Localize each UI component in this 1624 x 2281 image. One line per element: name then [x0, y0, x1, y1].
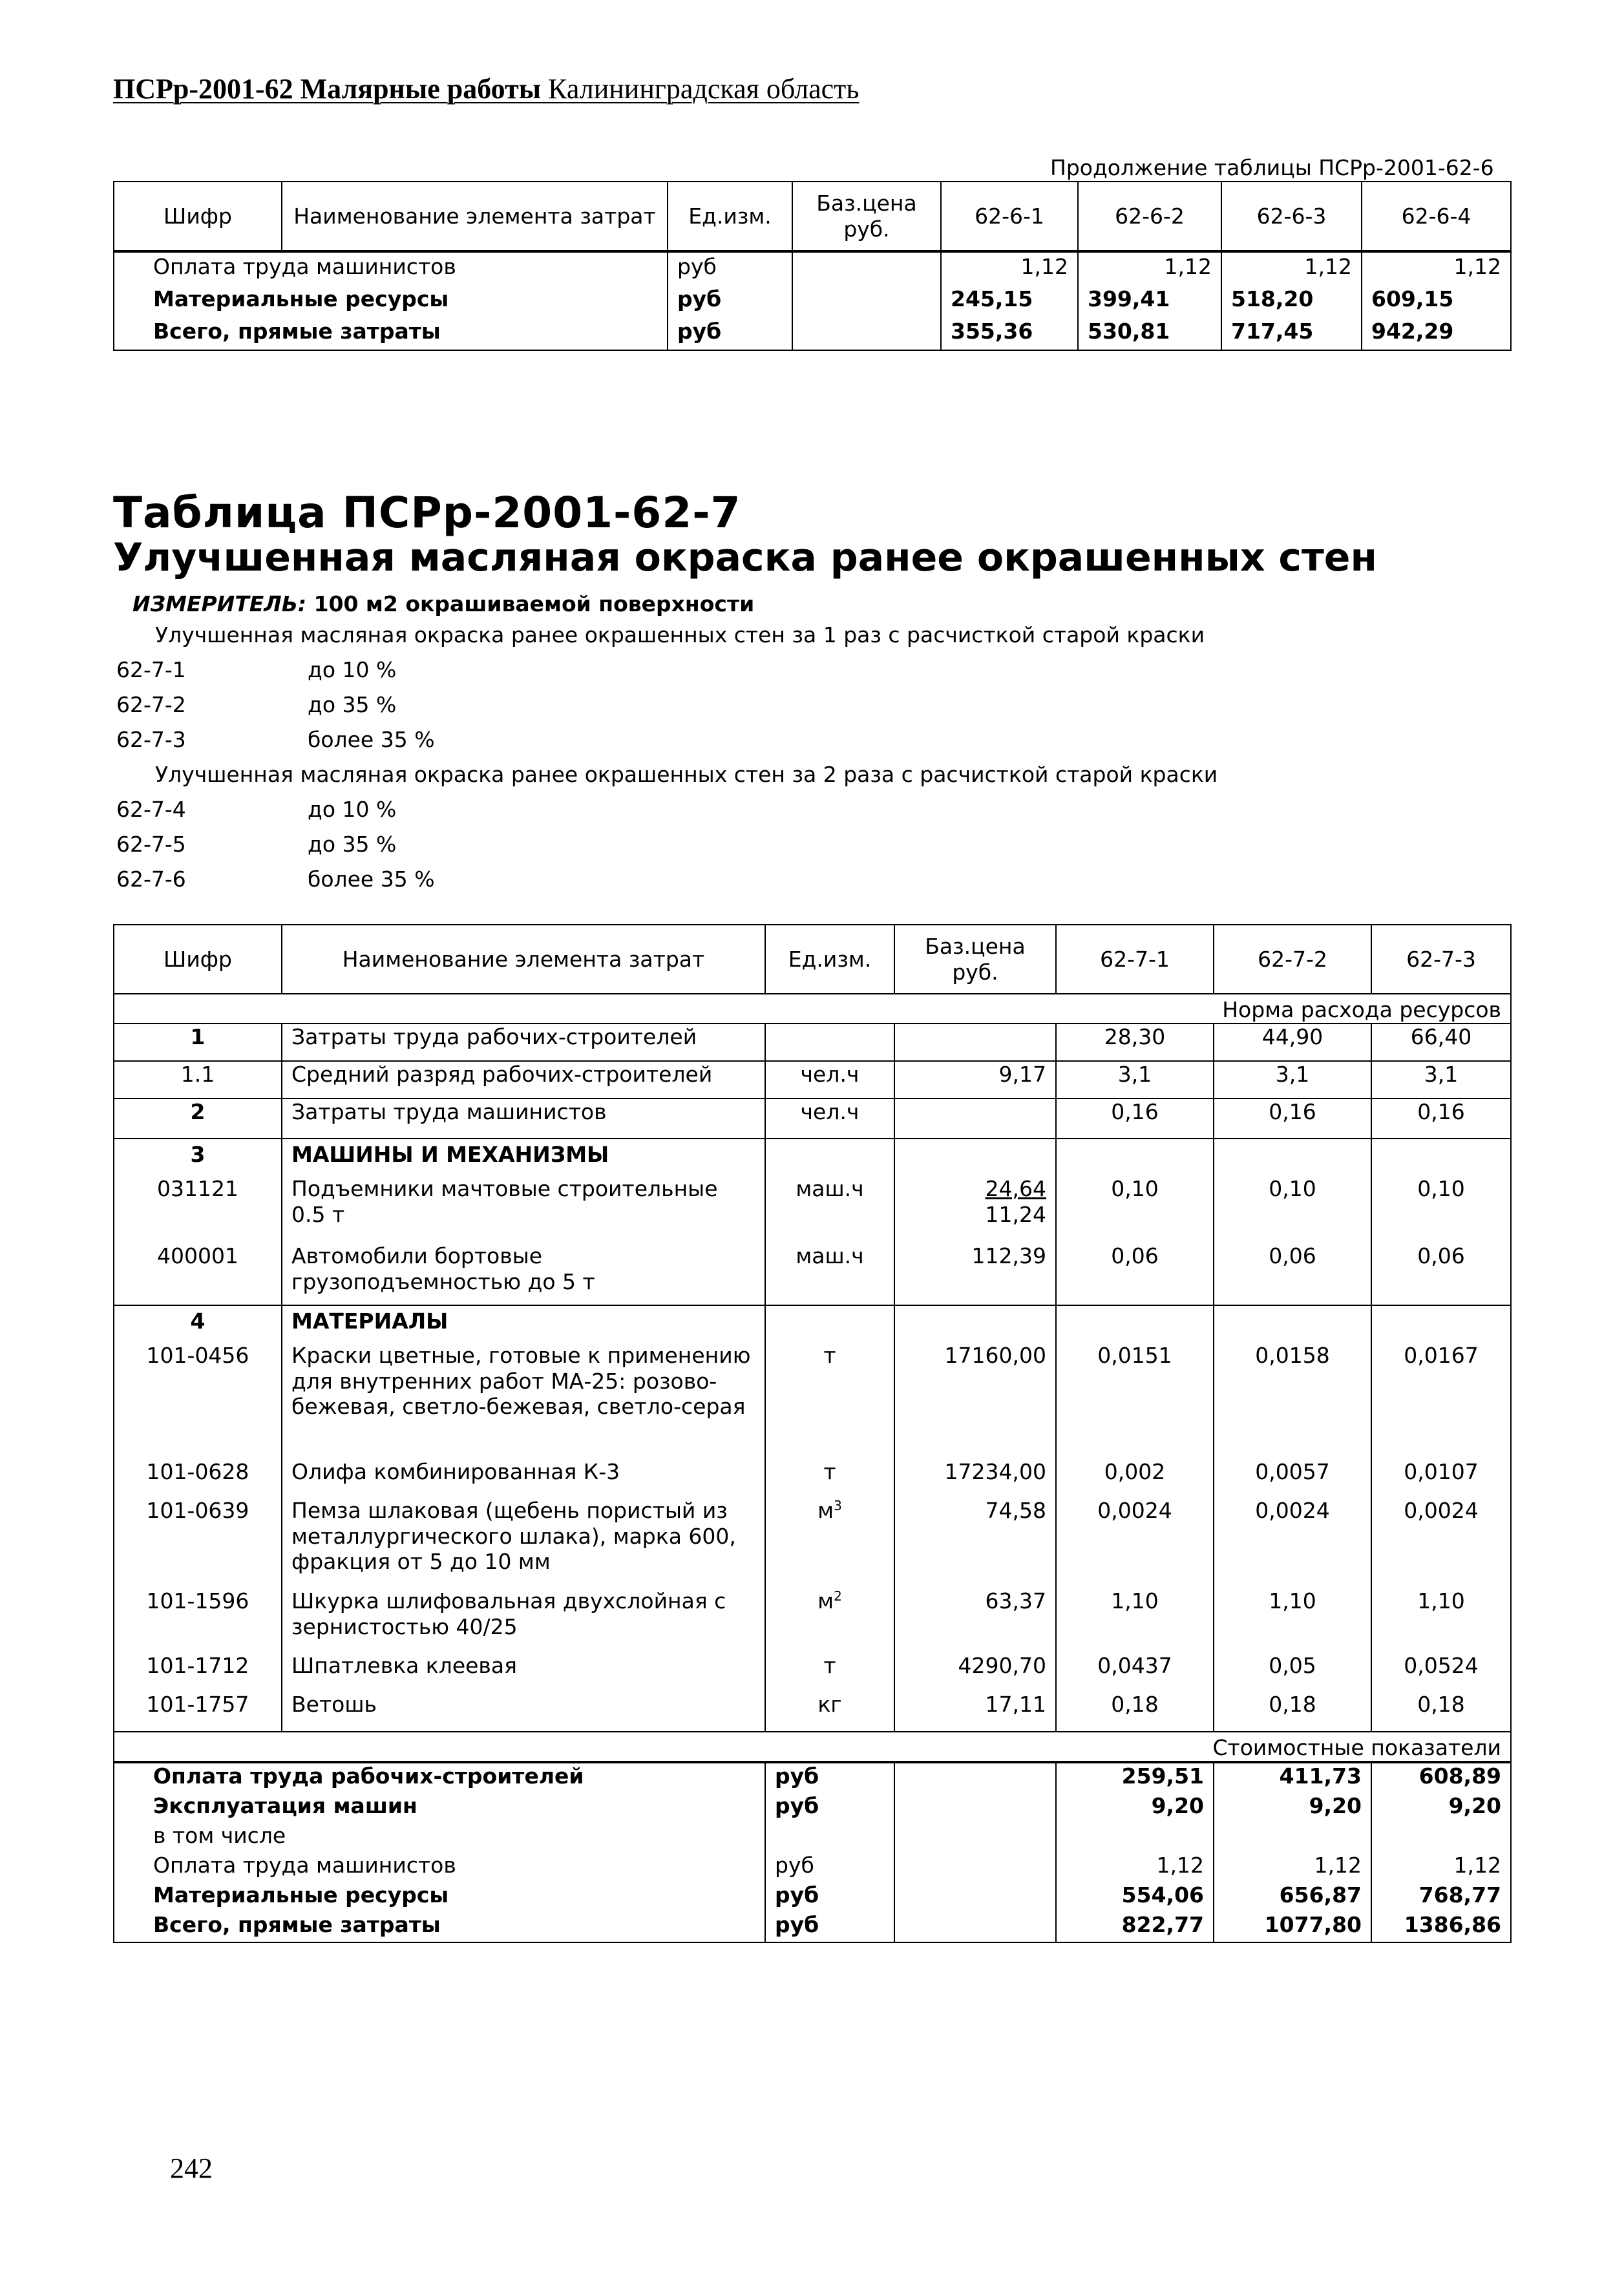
group1-value: более 35 %	[308, 727, 435, 752]
row-code: 101-0456	[114, 1343, 282, 1459]
row-value: 0,0151	[1056, 1343, 1214, 1459]
table1-cell: 942,29	[1362, 317, 1511, 350]
summary-unit: руб	[765, 1762, 894, 1793]
row-price	[894, 1024, 1056, 1061]
table-62-7	[113, 924, 1512, 1943]
row-value: 0,0024	[1371, 1498, 1511, 1588]
section-row	[114, 1305, 1511, 1343]
row-value: 0,0024	[1056, 1498, 1214, 1588]
table1-cell: 530,81	[1078, 317, 1221, 350]
table2-col-unit: Ед.изм.	[765, 925, 894, 994]
table-row	[114, 1024, 1511, 1061]
page-number: 242	[170, 2152, 213, 2184]
table2-col-price: Баз.цена руб.	[894, 925, 1056, 994]
row-unit	[765, 1588, 894, 1653]
row-name: Ветошь	[282, 1692, 765, 1732]
table1-row-name: Всего, прямые затраты	[114, 317, 668, 350]
table1-row	[114, 251, 1511, 285]
table2-col-code: Шифр	[114, 925, 282, 994]
table1-row-name: Оплата труда машинистов	[114, 251, 668, 285]
header-region: Калининградская область	[548, 73, 859, 105]
row-unit	[765, 1498, 894, 1588]
table-row	[114, 1243, 1511, 1305]
table1-cell: 1,12	[1078, 251, 1221, 285]
table1-cell: 355,36	[941, 317, 1078, 350]
row-code: 3	[114, 1139, 282, 1176]
row-price: 63,37	[894, 1588, 1056, 1653]
row-value: 3,1	[1056, 1061, 1214, 1098]
row-price: 17234,00	[894, 1459, 1056, 1498]
row-name: Затраты труда машинистов	[282, 1098, 765, 1139]
row-value: 0,10	[1214, 1176, 1371, 1243]
unit-sup: 3	[834, 1498, 842, 1513]
row-price: 17,11	[894, 1692, 1056, 1732]
summary-value: 1077,80	[1214, 1912, 1371, 1942]
row-value: 3,1	[1371, 1061, 1511, 1098]
row-unit: кг	[765, 1692, 894, 1732]
row-code: 101-1712	[114, 1653, 282, 1692]
summary-value: 9,20	[1214, 1793, 1371, 1823]
row-value: 0,18	[1214, 1692, 1371, 1732]
summary-name: Оплата труда рабочих-строителей	[114, 1762, 765, 1793]
row-value: 0,10	[1056, 1176, 1214, 1243]
row-unit	[765, 1024, 894, 1061]
table1-cell: 609,15	[1362, 285, 1511, 317]
row-code: 031121	[114, 1176, 282, 1243]
table-row	[114, 1098, 1511, 1139]
group2-code: 62-7-4	[116, 797, 186, 822]
table2-col-62-7-1: 62-7-1	[1056, 925, 1214, 994]
measure-label: ИЗМЕРИТЕЛЬ:	[132, 591, 307, 616]
table-row	[114, 1588, 1511, 1653]
row-price: 112,39	[894, 1243, 1056, 1305]
table-62-6-continuation	[113, 181, 1512, 351]
row-price	[894, 1176, 1056, 1243]
row-value: 0,16	[1214, 1098, 1371, 1139]
row-name: Автомобили бортовые грузоподъемностью до 5 т	[282, 1243, 765, 1305]
table1-col-code: Шифр	[114, 182, 282, 251]
group2-code: 62-7-5	[116, 832, 186, 857]
summary-name: Всего, прямые затраты	[114, 1912, 765, 1942]
summary-value: 554,06	[1056, 1882, 1214, 1912]
summary-value: 608,89	[1371, 1762, 1511, 1793]
header-code: ПСРр-2001-62	[113, 73, 293, 105]
cost-label-row	[114, 1732, 1511, 1762]
row-code: 1.1	[114, 1061, 282, 1098]
row-value: 0,16	[1371, 1098, 1511, 1139]
measure-line	[132, 591, 754, 616]
row-value: 0,0437	[1056, 1653, 1214, 1692]
group1-code: 62-7-3	[116, 727, 186, 752]
group2-value: до 10 %	[308, 797, 397, 822]
table1-cell: 399,41	[1078, 285, 1221, 317]
row-price: 17160,00	[894, 1343, 1056, 1459]
table1-row-unit: руб	[668, 251, 792, 285]
summary-value: 1,12	[1056, 1853, 1214, 1882]
summary-value: 822,77	[1056, 1912, 1214, 1942]
summary-value: 259,51	[1056, 1762, 1214, 1793]
row-value: 0,10	[1371, 1176, 1511, 1243]
table-row	[114, 1653, 1511, 1692]
group1-code: 62-7-1	[116, 657, 186, 682]
unit-text: м	[817, 1588, 834, 1614]
summary-unit: руб	[765, 1853, 894, 1882]
table1-col-name: Наименование элемента затрат	[282, 182, 668, 251]
row-code: 101-1757	[114, 1692, 282, 1732]
table1-row-price	[792, 285, 941, 317]
table2-col-62-7-2: 62-7-2	[1214, 925, 1371, 994]
table-row	[114, 1692, 1511, 1732]
summary-value: 411,73	[1214, 1762, 1371, 1793]
row-unit: маш.ч	[765, 1176, 894, 1243]
section-title: МАШИНЫ И МЕХАНИЗМЫ	[282, 1139, 765, 1176]
section-row	[114, 1139, 1511, 1176]
row-value: 0,18	[1056, 1692, 1214, 1732]
row-value: 0,0107	[1371, 1459, 1511, 1498]
row-name: Шпатлевка клеевая	[282, 1653, 765, 1692]
table1-row-unit: руб	[668, 285, 792, 317]
row-value: 3,1	[1214, 1061, 1371, 1098]
row-value: 0,06	[1214, 1243, 1371, 1305]
row-value: 28,30	[1056, 1024, 1214, 1061]
row-price: 4290,70	[894, 1653, 1056, 1692]
header-title: Малярные работы	[300, 73, 542, 105]
row-value: 0,06	[1371, 1243, 1511, 1305]
summary-name: в том числе	[114, 1823, 765, 1853]
table-row	[114, 1176, 1511, 1243]
row-value: 0,0024	[1214, 1498, 1371, 1588]
row-name: Шкурка шлифовальная двухслойная с зернистостью 40/25	[282, 1588, 765, 1653]
row-unit: чел.ч	[765, 1061, 894, 1098]
summary-name: Оплата труда машинистов	[114, 1853, 765, 1882]
norm-label-row	[114, 994, 1511, 1024]
row-value: 1,10	[1214, 1588, 1371, 1653]
summary-row	[114, 1793, 1511, 1823]
row-value: 0,06	[1056, 1243, 1214, 1305]
row-unit: т	[765, 1653, 894, 1692]
row-unit: маш.ч	[765, 1243, 894, 1305]
summary-name: Эксплуатация машин	[114, 1793, 765, 1823]
table1-row-name: Материальные ресурсы	[114, 285, 668, 317]
summary-row	[114, 1823, 1511, 1853]
summary-value: 656,87	[1214, 1882, 1371, 1912]
continuation-note: Продолжение таблицы ПСРр-2001-62-6	[1050, 155, 1494, 180]
row-unit: т	[765, 1343, 894, 1459]
table1-col-62-6-1: 62-6-1	[941, 182, 1078, 251]
section-title: МАТЕРИАЛЫ	[282, 1305, 765, 1343]
row-value: 0,0158	[1214, 1343, 1371, 1459]
cost-label: Стоимостные показатели	[114, 1732, 1511, 1762]
price-second: 11,24	[985, 1201, 1046, 1227]
row-code: 2	[114, 1098, 282, 1139]
summary-value: 1,12	[1371, 1853, 1511, 1882]
group2-code: 62-7-6	[116, 867, 186, 892]
group1-value: до 10 %	[308, 657, 397, 682]
table2-header-row	[114, 925, 1511, 994]
row-value: 1,10	[1371, 1588, 1511, 1653]
unit-text: м	[817, 1498, 834, 1523]
table1-cell: 1,12	[1221, 251, 1362, 285]
row-code: 400001	[114, 1243, 282, 1305]
table-subtitle: Улучшенная масляная окраска ранее окрашенных стен	[113, 535, 1377, 580]
table-row	[114, 1061, 1511, 1098]
table1-row	[114, 317, 1511, 350]
summary-unit: руб	[765, 1793, 894, 1823]
table1-row-unit: руб	[668, 317, 792, 350]
row-code: 101-1596	[114, 1588, 282, 1653]
summary-unit: руб	[765, 1912, 894, 1942]
group2-description: Улучшенная масляная окраска ранее окрашенных стен за 2 раза с расчисткой старой краски	[155, 762, 1218, 787]
summary-row	[114, 1853, 1511, 1882]
summary-unit: руб	[765, 1882, 894, 1912]
table2-col-name: Наименование элемента затрат	[282, 925, 765, 994]
group1-description: Улучшенная масляная окраска ранее окрашенных стен за 1 раз с расчисткой старой краски	[155, 622, 1205, 647]
norm-label: Норма расхода ресурсов	[114, 994, 1511, 1024]
group1-code: 62-7-2	[116, 692, 186, 717]
summary-value: 9,20	[1371, 1793, 1511, 1823]
unit-sup: 2	[834, 1588, 842, 1604]
row-value: 0,0524	[1371, 1653, 1511, 1692]
row-value: 44,90	[1214, 1024, 1371, 1061]
row-price: 9,17	[894, 1061, 1056, 1098]
summary-row	[114, 1762, 1511, 1793]
group1-value: до 35 %	[308, 692, 397, 717]
table1-col-62-6-4: 62-6-4	[1362, 182, 1511, 251]
group2-value: более 35 %	[308, 867, 435, 892]
row-name: Краски цветные, готовые к применению для внутренних работ МА-25: розово-бежевая, светло-бежевая, светло-серая	[282, 1343, 765, 1459]
row-name: Олифа комбинированная К-3	[282, 1459, 765, 1498]
row-name: Затраты труда рабочих-строителей	[282, 1024, 765, 1061]
table1-cell: 518,20	[1221, 285, 1362, 317]
row-price: 74,58	[894, 1498, 1056, 1588]
summary-value: 768,77	[1371, 1882, 1511, 1912]
table-title: Таблица ПСРр-2001-62-7	[113, 488, 741, 538]
row-value: 0,18	[1371, 1692, 1511, 1732]
summary-row	[114, 1912, 1511, 1942]
table1-row-price	[792, 317, 941, 350]
table1-row	[114, 285, 1511, 317]
price-current: 24,64	[985, 1176, 1046, 1201]
group2-value: до 35 %	[308, 832, 397, 857]
table-row	[114, 1343, 1511, 1459]
measure-value: 100 м2 окрашиваемой поверхности	[313, 591, 755, 616]
row-name: Пемза шлаковая (щебень пористый из металлургического шлака), марка 600, фракция от 5 до 10 мм	[282, 1498, 765, 1588]
summary-value: 1386,86	[1371, 1912, 1511, 1942]
row-value: 66,40	[1371, 1024, 1511, 1061]
summary-row	[114, 1882, 1511, 1912]
row-value: 0,0167	[1371, 1343, 1511, 1459]
row-name: Подъемники мачтовые строительные 0.5 т	[282, 1176, 765, 1243]
summary-name: Материальные ресурсы	[114, 1882, 765, 1912]
table1-cell: 1,12	[1362, 251, 1511, 285]
row-unit: чел.ч	[765, 1098, 894, 1139]
table1-cell: 245,15	[941, 285, 1078, 317]
row-value: 0,05	[1214, 1653, 1371, 1692]
table1-col-62-6-3: 62-6-3	[1221, 182, 1362, 251]
row-value: 0,0057	[1214, 1459, 1371, 1498]
row-value: 0,002	[1056, 1459, 1214, 1498]
summary-value: 1,12	[1214, 1853, 1371, 1882]
table-row	[114, 1498, 1511, 1588]
row-value: 0,16	[1056, 1098, 1214, 1139]
row-price	[894, 1098, 1056, 1139]
row-code: 101-0628	[114, 1459, 282, 1498]
table1-col-62-6-2: 62-6-2	[1078, 182, 1221, 251]
table1-header-row	[114, 182, 1511, 251]
table1-cell: 717,45	[1221, 317, 1362, 350]
table1-row-price	[792, 251, 941, 285]
row-value: 1,10	[1056, 1588, 1214, 1653]
row-code: 4	[114, 1305, 282, 1343]
row-code: 101-0639	[114, 1498, 282, 1588]
table1-col-price: Баз.цена руб.	[792, 182, 941, 251]
row-name: Средний разряд рабочих-строителей	[282, 1061, 765, 1098]
table1-col-unit: Ед.изм.	[668, 182, 792, 251]
summary-value: 9,20	[1056, 1793, 1214, 1823]
table1-cell: 1,12	[941, 251, 1078, 285]
page-header	[113, 72, 859, 105]
row-unit: т	[765, 1459, 894, 1498]
table-row	[114, 1459, 1511, 1498]
table2-col-62-7-3: 62-7-3	[1371, 925, 1511, 994]
row-code: 1	[114, 1024, 282, 1061]
